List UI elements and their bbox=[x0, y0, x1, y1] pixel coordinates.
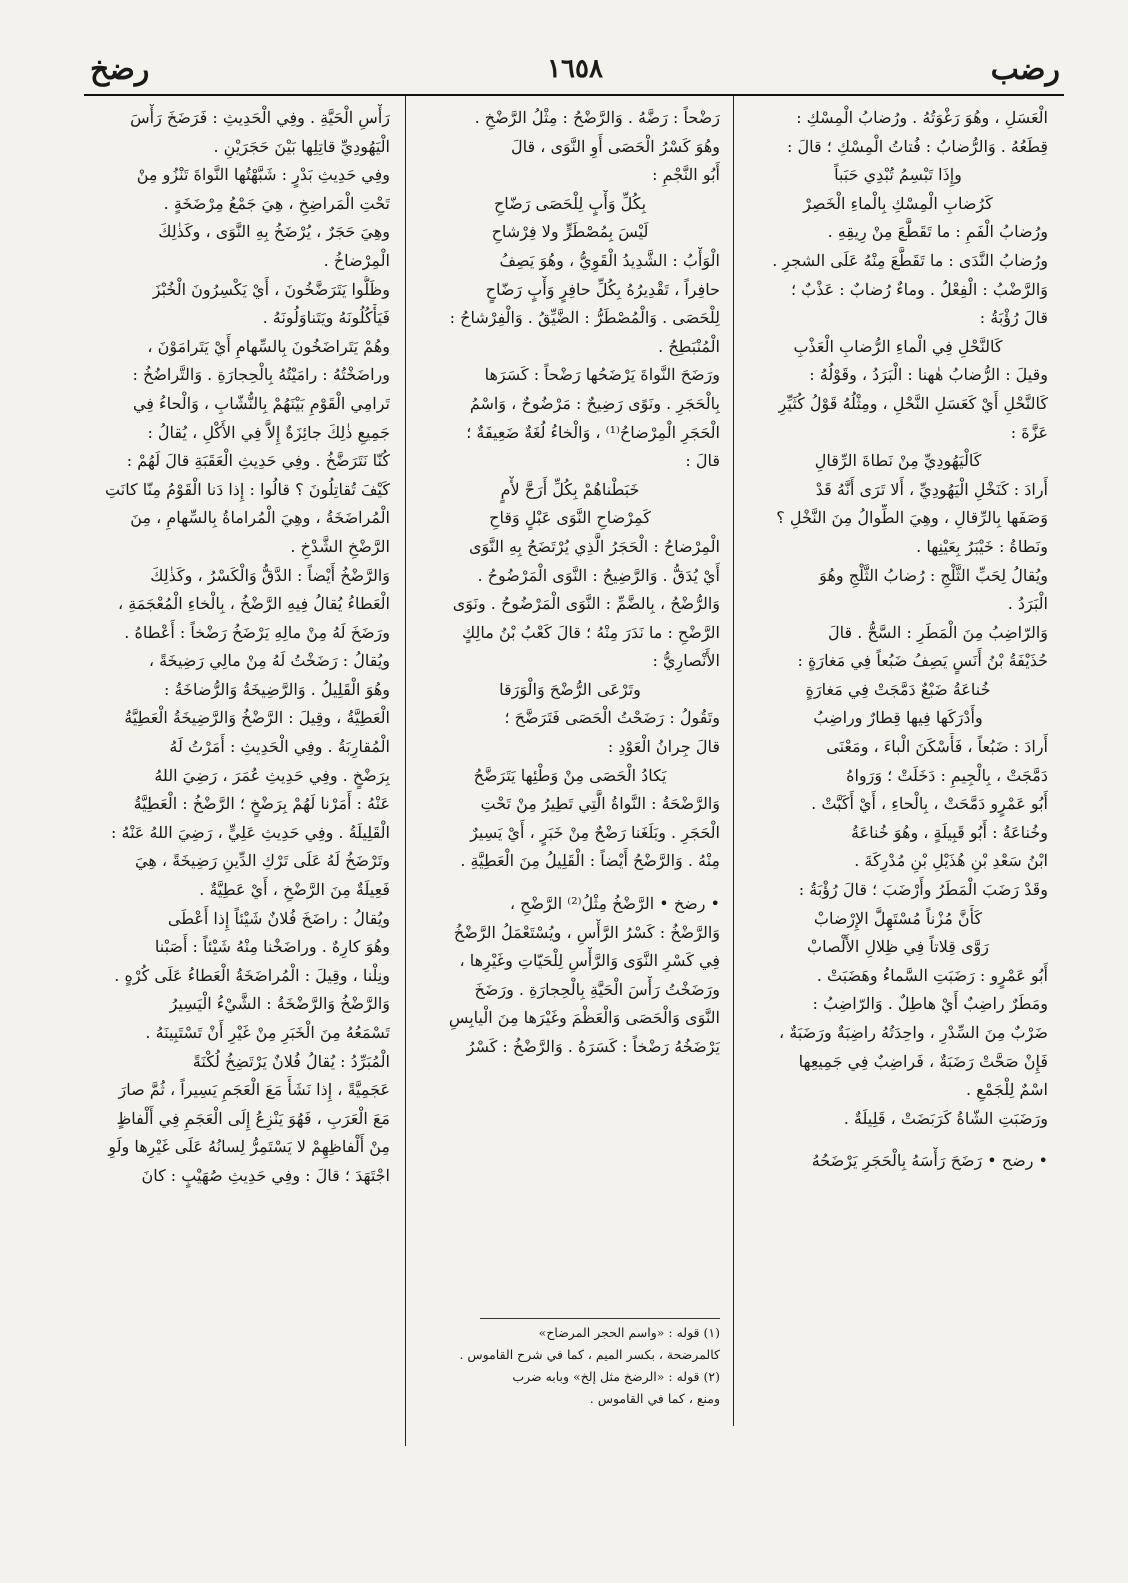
text-line: الْقَلِيلَةُ . وفِي حَدِيثِ عَلِيٍّ ، رَضِيَ اللهُ عَنْهُ : bbox=[111, 822, 390, 842]
footnote-line: كالمرضحة ، بكسر الميم ، كما في شرح القاموس . bbox=[459, 1347, 720, 1362]
text-line: ويُقالُ لِحَبِّ الثَّلْجِ : رُضابُ الثَّلْجِ وهُوَ bbox=[819, 565, 1048, 585]
text-line: قالَ رُؤْبَةُ : bbox=[979, 308, 1048, 328]
text-line: وتَرْعَى الرُّضْحَ وَالْوَرَقا bbox=[499, 679, 641, 699]
text-line: وَالرُّضْحُ ، بِالضَّمِّ : النَّوَى الْمَرْضُوحُ . ونَوَى bbox=[452, 594, 720, 614]
text-line: دَمَّجَتْ ، بِالْجِيمِ : دَخَلَتْ ؛ وَرَواهُ bbox=[846, 765, 1048, 785]
text-line: وَالرَّضْبُ : الْفِعْلُ . وماءٌ رُضابٌ : عَذْبٌ ؛ bbox=[790, 279, 1048, 299]
text-line: يَرْضَخُهُ رَضْخاً : كَسَرَهُ . وَالرَّضْخُ : كَسْرُ bbox=[466, 1037, 720, 1056]
text-line: رَأْسِ الْحَيَّةِ . وفِي الْحَدِيثِ : فَرَضَخَ رَأْسَ bbox=[130, 108, 390, 127]
header-rule bbox=[84, 94, 1064, 96]
text-line: كَالْيَهُودِيِّ مِنْ نَطاةَ الرِّقالِ bbox=[814, 451, 982, 471]
text-line: الْمُراضَخَةُ ، وهِيَ الْمُراماةُ بِالسِّهامِ ، مِنَ bbox=[130, 508, 390, 528]
text-line: لِلْحَصَى . وَالْمُصْطَرُّ : الضَّيِّقُ . وَالْفِرْشاحُ : bbox=[449, 308, 720, 328]
text-line: مَعَ الْعَرَبِ ، فَهُوَ يَنْزِعُ إِلَى الْعَجَمِ فِي أَلْفاظٍ bbox=[116, 1108, 390, 1128]
text-line: وَالرَّضْخُ أَيْضاً : الدَّقُّ وَالْكَسْرُ ، وكَذٰلِكَ bbox=[150, 565, 390, 585]
text-line: الْمُنْبَطِحُ . bbox=[658, 336, 720, 356]
text-line: ورَضَبَتِ الشّاةُ كَرَبَضَتْ ، قَلِيلَةٌ . bbox=[843, 1108, 1048, 1128]
text-line: اسْمٌ لِلْجَمْعِ . bbox=[965, 1080, 1048, 1100]
text-line: قِطَعُهُ . وَالرُّضابُ : فُتاتُ الْمِسْكِ ؛ قالَ : bbox=[787, 136, 1048, 156]
text-line: رَضْحاً : رَضَّهُ . وَالرَّضْحُ : مِثْلُ الرَّضْخِ . bbox=[474, 108, 720, 127]
text-line: وفِي حَدِيثِ بَدْرٍ : شَبَّهْتُها النَّواةَ تَنْزُو مِنْ bbox=[136, 165, 390, 185]
text-line: الْمُقارِبَةُ . وفِي الْحَدِيثِ : أَمَرْتُ لَهُ bbox=[169, 737, 390, 757]
text-line: وَالرّاضِبُ مِنَ الْمَطَرِ : السَّحُّ . قالَ bbox=[828, 622, 1048, 642]
text-line: حُذَيْفَةُ بْنُ أَنَسٍ يَصِفُ ضَبُعاً فِي مَغارَةٍ : bbox=[797, 651, 1048, 671]
text-line: ورُضابُ النَّدَى : ما تَقَطَّعَ مِنْهُ عَلَى الشجرِ . bbox=[772, 250, 1048, 270]
text-line: أَبُو عَمْرٍو دَمَّحَتْ ، بِالْحاءِ ، أَيْ أَكَبَّتْ . bbox=[811, 794, 1048, 814]
footnotes bbox=[420, 1322, 720, 1410]
text-line: الْعَطِيَّةُ ، وقِيلَ : الرَّضْخُ وَالرَّضِيخَةُ الْعَطِيَّةُ bbox=[124, 708, 390, 728]
text-line: بِالْحَجَرِ . ونَوًى رَضِيحٌ : مَرْضُوحٌ ، وَاسْمُ bbox=[469, 393, 720, 413]
text-line: النَّوَى وَالْحَصَى وَالْعَظْمَ وغَيْرَها مِنَ الْيابِسِ bbox=[448, 1008, 720, 1028]
text-line: كُنّا نَتَرَضَّخُ . وفِي حَدِيثِ الْعَقَبَةِ قالَ لَهُمْ : bbox=[126, 451, 390, 471]
text-line: ورُضابُ الْفَمِ : ما تَقَطَّعَ مِنْ رِيقِهِ . bbox=[827, 222, 1048, 242]
text-line: ومَطَرٌ راضِبٌ أَيْ هاطِلٌ . وَالرّاضِبُ : bbox=[812, 994, 1048, 1014]
column-right bbox=[748, 104, 1048, 1444]
text-line: وقَدْ رَضَبَ الْمَطَرُ وأَرْضَبَ ؛ قالَ رُؤْبَةُ : bbox=[798, 880, 1048, 900]
text-line: الْمِرْضاخُ . bbox=[323, 250, 390, 270]
text-line: تَسْمَعُهُ مِنَ الْخَبَرِ مِنْ غَيْرِ أَنْ تَسْتَبِينَهُ . bbox=[145, 1023, 390, 1042]
column-divider bbox=[405, 96, 406, 1446]
text-line: الْيَهُودِيِّ قاتِلِها بَيْنَ حَجَرَيْنِ . bbox=[213, 136, 390, 156]
text-line: اجْتَهَدَ ؛ قالَ : وفِي حَدِيثِ صُهَيْبٍ : كانَ bbox=[141, 1165, 390, 1185]
text-line: الأَنْصارِيُّ : bbox=[652, 651, 720, 671]
text-line: قالَ جِرانُ الْعَوْدِ : bbox=[607, 737, 720, 757]
text-line: بِكُلِّ وَأْبٍ لِلْحَصَى رَضّاحِ bbox=[493, 193, 647, 213]
text-line: ويُقالُ : رَضَخْتُ لَهُ مِنْ مالِي رَضِيخَةً ، bbox=[148, 651, 390, 671]
text-line: حافِراً ، تَقْدِيرُهُ بِكُلِّ حافِرٍ وَأْبٍ رَضّاحٍ bbox=[485, 279, 720, 299]
text-line: ورَضَخْتُ رَأْسَ الْحَيَّةِ بِالْحِجارَةِ . ورَضَخَ bbox=[474, 979, 720, 999]
text-line: ابْنُ سَعْدِ بْنِ هُذَيْلِ بْنِ مُدْرِكَةَ . bbox=[854, 851, 1048, 871]
page-header bbox=[90, 52, 1060, 92]
text-line: ونَطاةُ : خَيْبَرُ بِعَيْنِها . bbox=[916, 536, 1048, 556]
text-line: الْوَأْبُ : الشَّدِيدُ الْقَوِيُّ ، وهُوَ يَصِفُ bbox=[499, 250, 720, 270]
text-line: أَبُو النَّجْمِ : bbox=[652, 165, 720, 185]
text-line: وَالرَّضْخُ : كَسْرُ الرَّأْسِ ، ويُسْتَعْمَلُ الرَّضْخُ bbox=[453, 922, 720, 942]
text-line: وإِذَا تَبْسِمُ تُبْدِي حَبَباً bbox=[834, 165, 962, 185]
column-middle bbox=[420, 104, 720, 1444]
text-line: الْحَجَرِ . وبَلَغَنا رَضْحٌ مِنْ خَبَرٍ ، أَيْ يَسِيرٌ bbox=[470, 822, 720, 842]
text-line: الْعَسَلِ ، وهُوَ رَغْوَتُهُ . ورُضابُ الْمِسْكِ : bbox=[796, 108, 1048, 127]
text-line: ونِلْنا ، وقِيلَ : الْمُراضَخَةُ الْعَطاءُ عَلَى كُرْهٍ . bbox=[114, 965, 390, 985]
text-line: يَكادُ الْحَصَى مِنْ وَطْئِها يَتَرَضَّحُ bbox=[473, 765, 667, 785]
text-line: فِي كَسْرِ النَّوَى وَالرَّأْسِ لِلْحَيّاتِ وغَيْرِها ، bbox=[459, 951, 720, 971]
text-line: فَإِنْ صَحَّتْ رَضَبَةٌ ، فَراضِبٌ فِي جَمِيعِها bbox=[798, 1051, 1048, 1071]
text-line: بِرَضْخٍ . وفِي حَدِيثِ عُمَرَ ، رَضِيَ اللهُ bbox=[154, 765, 390, 785]
text-line: مِنْ أَلْفاظِهِمْ لا يَسْتَمِرُّ لِسانُهُ عَلَى غَيْرِها ولَوِ bbox=[108, 1137, 390, 1157]
text-line: وخُناعَةُ : أَبُو قَبِيلَةٍ ، وهُوَ خُناعَةُ bbox=[850, 822, 1048, 842]
text-line: أَرادَ : ضَبُعاً ، فَأَسْكَنَ الْباءَ ، ومَعْنَى bbox=[826, 737, 1048, 757]
text-line: أَبُو عَمْرٍو : رَضَبَتِ السَّماءُ وهَضَبَتْ . bbox=[816, 965, 1048, 985]
text-line: كَرُضابِ الْمِسْكِ بِالْماءِ الْخَصِرْ bbox=[803, 193, 993, 213]
text-line: خُناعَةُ ضَبْعٌ دَمَّجَتْ فِي مَغارَةٍ bbox=[805, 679, 991, 699]
header-entry-start: رضب bbox=[990, 52, 1060, 87]
header-entry-end: رضخ bbox=[90, 52, 150, 87]
text-line: وهِيَ حَجَرٌ ، يُرْضَخُ بِهِ النَّوَى ، وكَذٰلِكَ bbox=[158, 222, 390, 242]
text-line: الْحَجَرِ الْمِرْضاحُ⁽¹⁾ ، وَالْخاءُ لُغَةٌ ضَعِيفَةٌ ؛ bbox=[466, 422, 720, 442]
text-line: الْبَرَدُ . bbox=[1007, 594, 1048, 614]
text-line: لَيْسَ بِمُصْطَرٍّ ولا فِرْشاحِ bbox=[491, 222, 649, 242]
text-line: الرَّضْحِ : ما نَدَرَ مِنْهُ ؛ قالَ كَعْبُ بْنُ مالِكٍ bbox=[462, 622, 720, 642]
footnote-line: ومنع ، كما في القاموس . bbox=[589, 1391, 720, 1406]
text-line: كَيْفَ تُقاتِلُونَ ؟ قالُوا : إِذا دَنا الْقَوْمُ مِنّا كانَتِ bbox=[105, 479, 390, 499]
text-line: وهُوَ كَسْرُ الْحَصَى أَوِ النَّوَى ، قالَ bbox=[511, 136, 720, 156]
text-line: وهُوَ كارِهٌ . وراضَخْنا مِنْهُ شَيْئاً : أَصَبْنا bbox=[154, 937, 390, 957]
text-line bbox=[748, 1133, 1048, 1147]
footnote-rule bbox=[480, 1318, 720, 1319]
text-line: وَالرَّضْخُ وَالرَّضْخَةُ : الشَّيْءُ الْيَسِيرُ bbox=[169, 994, 390, 1014]
text-line: وظَلُّوا يَتَرَضَّخُونَ ، أَيْ يَكْسِرُونَ الْخُبْزَ bbox=[152, 279, 390, 299]
text-line: ورَضَخَ لَهُ مِنْ مالِهِ يَرْضَخُ رَضْخاً : أَعْطاهُ . bbox=[124, 622, 390, 642]
text-line: رَوَّى قِلاتاً فِي ظِلالِ الأَلْصابْ bbox=[807, 937, 989, 957]
text-line: تَحْتِ الْمَراضِخِ ، هِيَ جَمْعُ مِرْضَخَةٍ . bbox=[163, 193, 390, 213]
footnote-line: (١) قوله : «واسم الحجر المرضاح» bbox=[538, 1325, 720, 1340]
text-line: تَرامِي الْقَوْمِ بَيْنَهُمْ بِالنُّشّابِ ، وَالْحاءُ فِي bbox=[132, 393, 390, 413]
column-divider bbox=[733, 96, 734, 1426]
text-line: ورَضَحَ النَّواةَ يَرْضَحُها رَضْحاً : كَسَرَها bbox=[484, 365, 720, 385]
text-line: كَأَنَّ مُزْناً مُسْتَهِلَّ الإِرْضابْ bbox=[813, 908, 983, 928]
text-line: الرَّضْخِ الشَّدْخِ . bbox=[290, 536, 390, 556]
text-line: عَزَّةَ : bbox=[1010, 422, 1048, 442]
text-line: كَالنَّحْلِ فِي الْماءِ الرُّضابِ الْعَذْبِ bbox=[793, 336, 1003, 356]
text-line: وَالرَّضْحَةُ : النَّواةُ الَّتِي تَطِيرُ مِنْ تَحْتِ bbox=[480, 794, 720, 814]
text-line: عَجَمِيَّةً ، إِذا نَشَأَ مَعَ الْعَجَمِ يَسِيراً ، ثُمَّ صارَ bbox=[118, 1080, 390, 1100]
column-left bbox=[90, 104, 390, 1444]
text-line: ضَرْبٌ مِنَ السِّدْرِ ، واحِدَتُهُ راضِبَةٌ ورَضَبَةٌ ، bbox=[779, 1023, 1048, 1042]
text-line: الْمِرْضاحُ : الْحَجَرُ الَّذِي يُرْتَضَحُ بِهِ النَّوَى bbox=[468, 536, 720, 556]
text-line: وتَرْضَخُ لَهُ عَلَى تَرْكِ الدِّينِ رَضِيخَةً ، هِيَ bbox=[135, 851, 390, 871]
footnote-line: (٢) قوله : «الرضخ مثل إلخ» وبابه ضرب bbox=[512, 1369, 720, 1384]
text-line: وهُمْ يَتَراضَخُونَ بِالسِّهامِ أَيْ يَتَرامَوْنَ ، bbox=[147, 336, 390, 356]
page-number: ١٦٥٨ bbox=[547, 54, 603, 84]
text-line: وَصَفَها بِالرِّقالِ ، وهِيَ الطِّوالُ مِنَ النَّخْلِ ؟ bbox=[776, 508, 1048, 528]
text-line: وتَقُولُ : رَضَحْتُ الْحَصَى فَتَرَضَّحَ ؛ bbox=[504, 708, 720, 728]
text-line: خَبَطْناهُمْ بِكُلِّ أَرَحَّ لأْمٍ bbox=[500, 479, 640, 499]
text-line: كَمِرْضاحِ النَّوَى عَبْلٍ وَقاحِ bbox=[489, 508, 651, 528]
text-line: جَمِيعِ ذٰلِكَ جائِزَةٌ إِلاَّ فِي الأَكْلِ ، يُقالُ : bbox=[147, 422, 390, 442]
text-line: عَنْهُ : أَمَرْنا لَهُمْ بِرَضْخٍ ؛ الرَّضْخُ : الْعَطِيَّةُ bbox=[133, 794, 390, 814]
text-line: ويُقالُ : راضَخَ فُلانٌ شَيْئاً إِذا أَعْطَى bbox=[167, 908, 390, 928]
text-line: وأَدْرَكَها فِيها قِطارٌ وراضِبُ bbox=[813, 708, 983, 728]
text-line: كَالنَّحْلِ أَيْ كَعَسَلِ النَّحْلِ ، ومِثْلُهُ قَوْلُ كُثَيِّرِ bbox=[778, 393, 1048, 413]
text-line: الْمُبَرِّدُ : يُقالُ فُلانٌ يَرْتَضِخُ لُكْنَةً bbox=[192, 1051, 390, 1071]
text-line: مِنْهُ . وَالرَّضْحُ أَيْضاً : الْقَلِيلُ مِنَ الْعَطِيَّةِ . bbox=[460, 851, 720, 871]
text-line: وراضَخْتُهُ : رامَيْتُهُ بِالْحِجارَةِ . وَالتَّراضُخُ : bbox=[132, 365, 390, 385]
text-line: أَيْ يُدَقُّ . وَالرَّضِيحُ : النَّوَى الْمَرْضُوحُ . bbox=[477, 565, 720, 585]
text-line: فَعِيلَةٌ مِنَ الرَّضْخِ ، أَيْ عَطِيَّةٌ . bbox=[199, 880, 390, 900]
text-line: فَيَأْكُلُونَهُ ويَتَناوَلُونَهُ . bbox=[262, 308, 390, 328]
text-line bbox=[420, 876, 720, 890]
text-line: وقيلَ : الرُّضابُ هٰهنا : الْبَرَدُ ، وقَوْلُهُ : bbox=[809, 365, 1048, 385]
text-line: الْعَطاءُ يُقالُ فِيهِ الرَّضْخُ ، بِالْخاءِ الْمُعْجَمَةِ ، bbox=[117, 594, 390, 614]
text-line: وهُوَ الْقَلِيلُ . وَالرَّضِيخَةُ وَالرُّضاخَةُ : bbox=[164, 679, 390, 699]
text-line: قالَ : bbox=[685, 451, 720, 471]
text-line: • رضح • رَضَحَ رَأْسَهُ بِالْحَجَرِ يَرْضَحُهُ bbox=[811, 1151, 1048, 1171]
text-line: • رضخ • الرَّضْخُ مِثْلُ⁽²⁾ الرَّضْحِ ، bbox=[509, 894, 720, 914]
text-line: أَرادَ : كَنَخْلِ الْيَهُودِيِّ ، أَلا تَرَى أَنَّهُ قَدْ bbox=[815, 479, 1048, 499]
